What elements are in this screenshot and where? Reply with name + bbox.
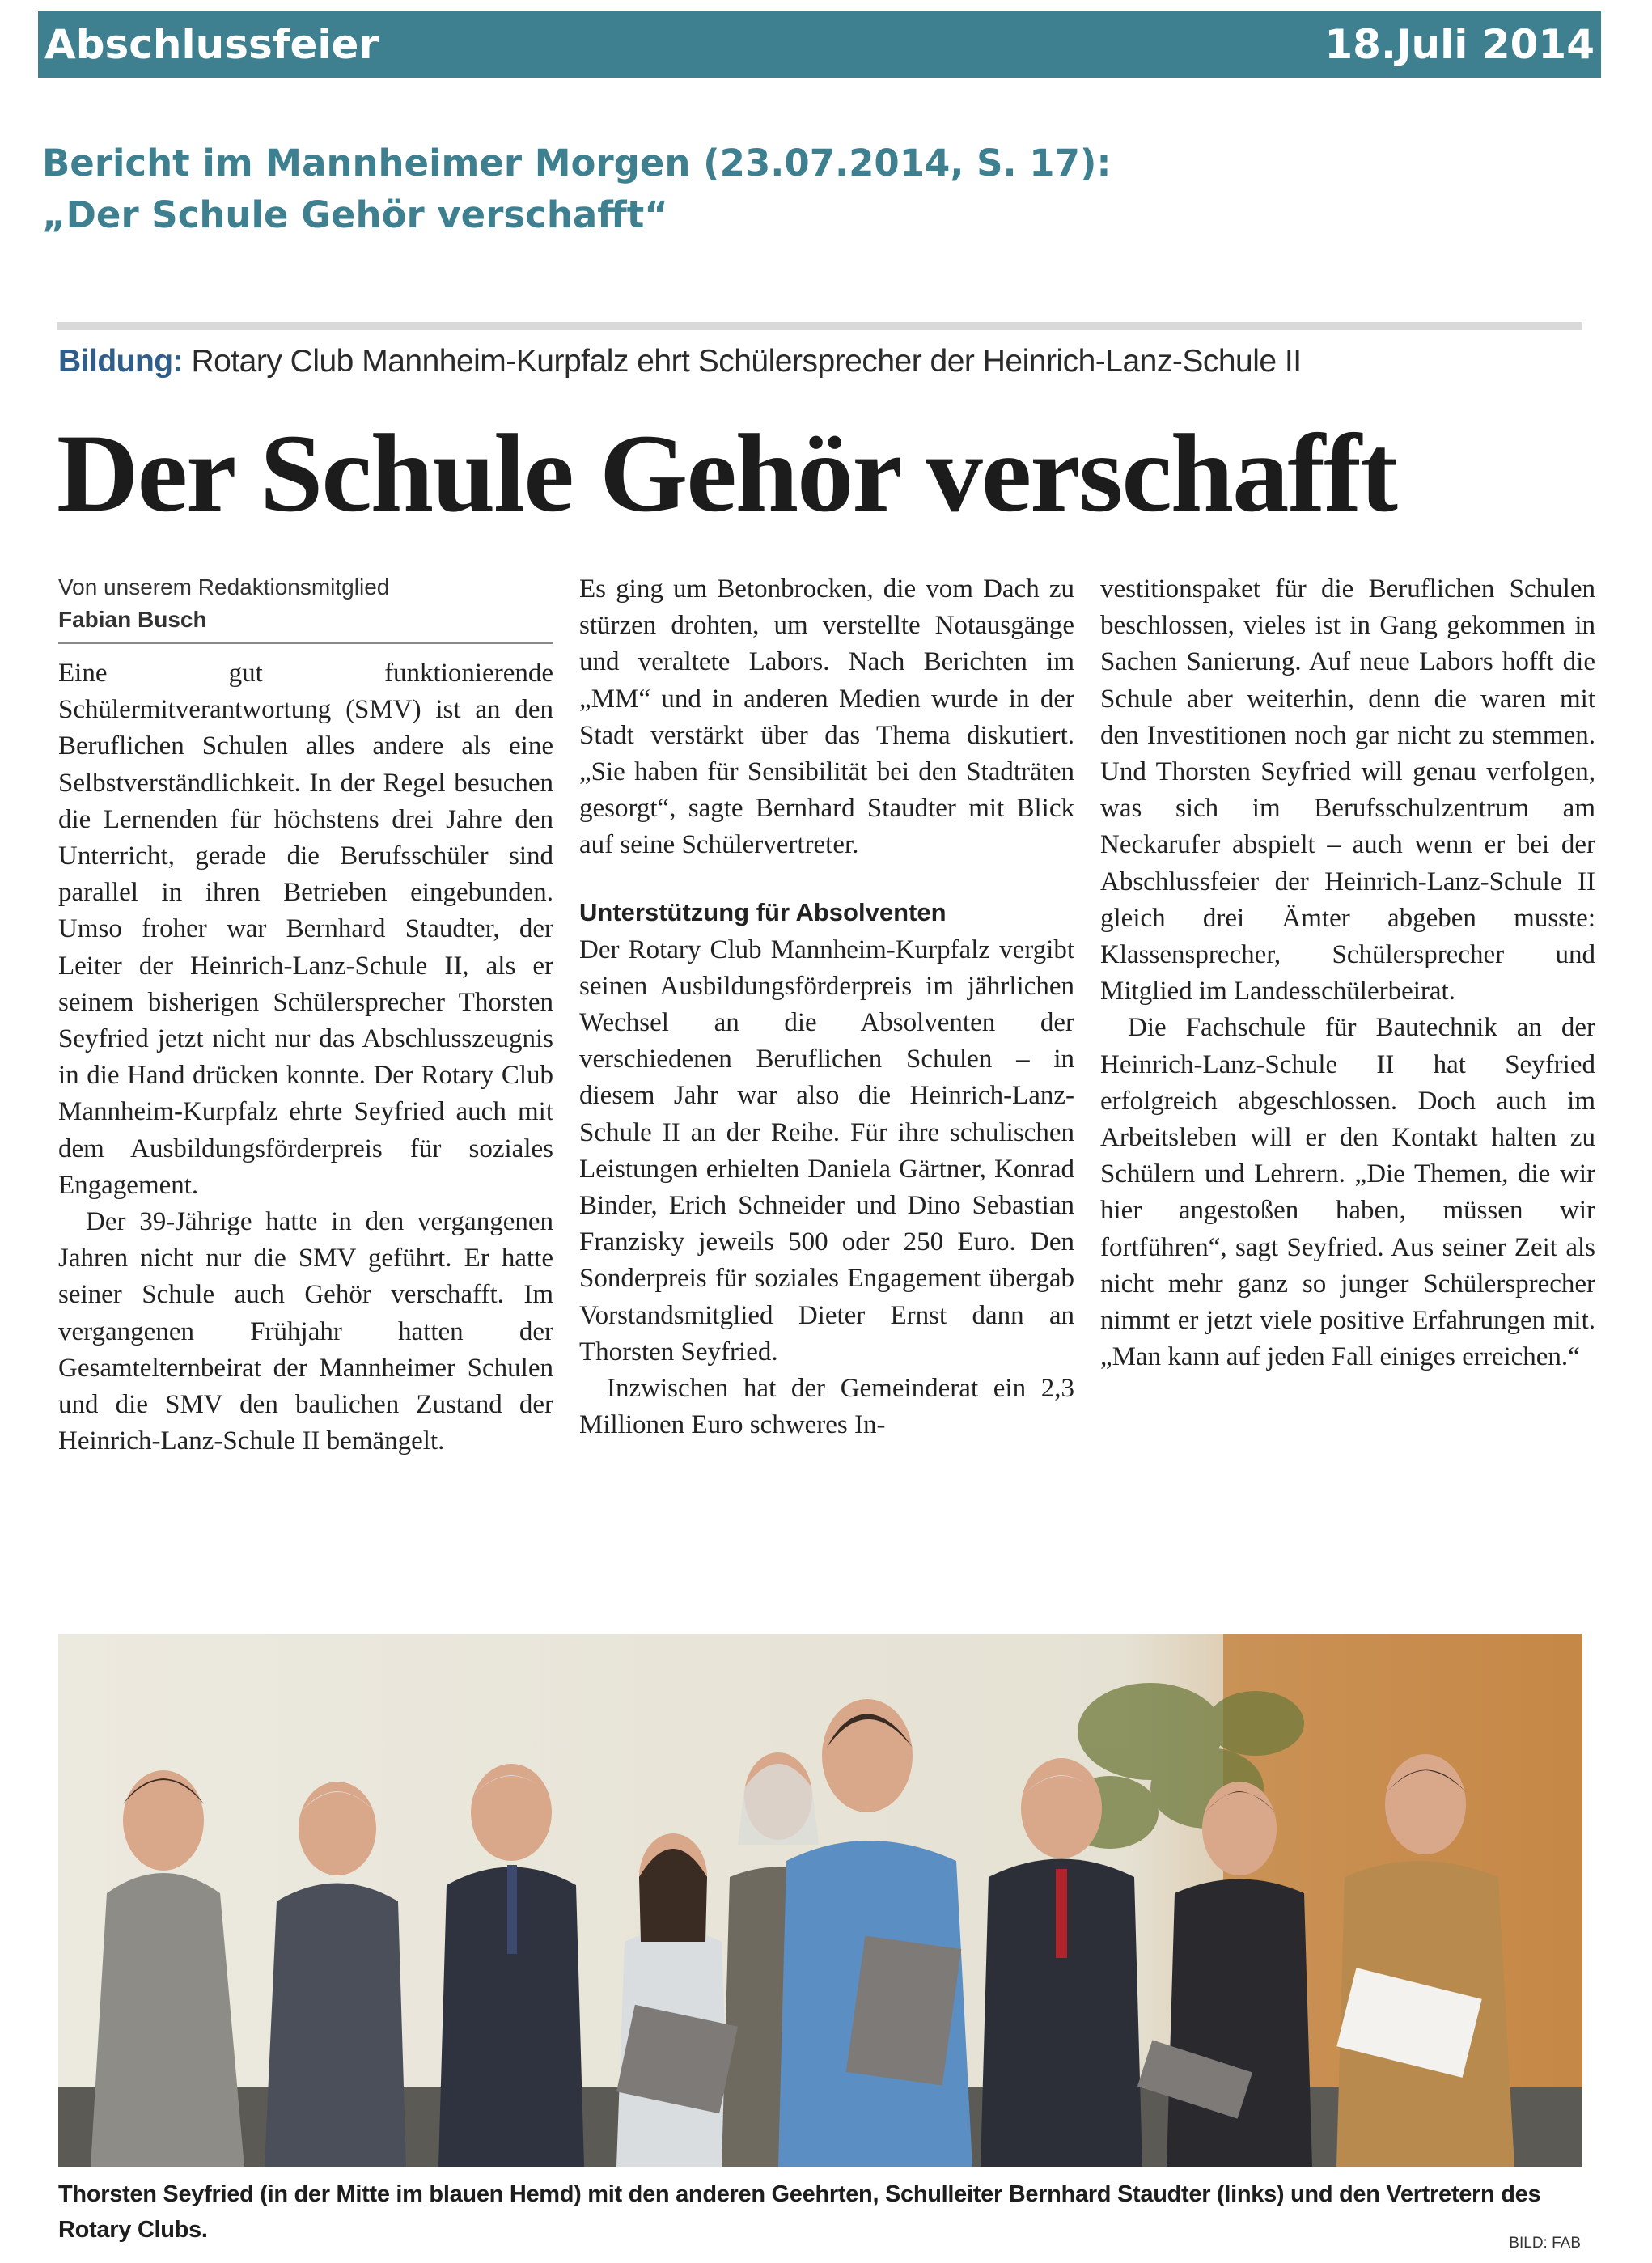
byline-intro: Von unserem Redaktionsmitglied: [58, 574, 390, 600]
kicker-text: Rotary Club Mannheim-Kurpfalz ehrt Schülersprecher der Heinrich-Lanz-Schule II: [183, 344, 1302, 379]
paragraph: vestitionspaket für die Beruflichen Schulen beschlossen, vieles ist in Gang gekommen in Sachen Sanierung. Auf neue Labors hofft die Schule aber weiterhin, denn die waren mit den Investitionen noch gar nicht zu stemmen. Und Thorsten Seyfried will genau verfolgen, was sich im Berufsschulzentrum am Neckarufer abspielt – auch wenn er bei der Abschlussfeier der Heinrich-Lanz-Schule II gleich drei Ämter abgeben musste: Klassensprecher, Schülersprecher und Mitglied im Landesschülerbeirat.: [1100, 574, 1595, 1006]
article-headline: Der Schule Gehör verschafft: [57, 411, 1396, 535]
group-photo-illustration: [58, 1634, 1582, 2167]
report-title-line: „Der Schule Gehör verschafft“: [42, 193, 668, 236]
article-kicker: [58, 344, 1579, 379]
report-source-line: Bericht im Mannheimer Morgen (23.07.2014, S. 17):: [42, 142, 1112, 184]
article-column-1: [58, 571, 553, 1460]
byline-author: Fabian Busch: [58, 607, 207, 632]
paragraph: Der Rotary Club Mannheim-Kurpfalz vergibt seinen Ausbildungsförderpreis im jährlichen Wechsel an die Absolventen der verschiedenen Beruflichen Schulen – in diesem Jahr war also die Heinrich-Lanz-Schule II an der Reihe. Für ihre schulischen Leistungen erhielten Daniela Gärtner, Konrad Binder, Erich Schneider und Dino Sebastian Franzisky jeweils 500 oder 250 Euro. Den Sonderpreis für soziales Engagement übergab Vorstandsmitglied Dieter Ernst dann an Thorsten Seyfried.: [579, 934, 1074, 1367]
group-photo: [58, 1634, 1582, 2167]
photo-caption: Thorsten Seyfried (in der Mitte im blauen Hemd) mit den anderen Geehrten, Schulleiter Bernhard Staudter (links) und den Vertretern des Rotary Clubs.: [58, 2181, 1541, 2243]
paragraph: Die Fachschule für Bautechnik an der Heinrich-Lanz-Schule II hat Seyfried erfolgreich abgeschlossen. Doch auch im Arbeitsleben will er den Kontakt halten zu Schülern und Lehrern. „Die Themen, die wir hier angestoßen haben, müssen wir fortführen“, sagt Seyfried. Aus seiner Zeit als nicht mehr ganz so junger Schülersprecher nimmt er jetzt viele positive Erfahrungen mit. „Man kann auf jeden Fall einiges erreichen.“: [1100, 1013, 1595, 1372]
paragraph: Eine gut funktionierende Schülermitverantwortung (SMV) ist an den Beruflichen Schulen alles andere als eine Selbstverständlichkeit. In der Regel besuchen die Lernenden für höchstens drei Jahre den Unterricht, gerade die Berufsschüler sind parallel in ihren Betrieben eingebunden. Umso froher war Bernhard Staudter, der Leiter der Heinrich-Lanz-Schule II, als er seinem bisherigen Schülersprecher Thorsten Seyfried jetzt nicht nur das Abschlusszeugnis in die Hand drücken konnte. Der Rotary Club Mannheim-Kurpfalz ehrte Seyfried auch mit dem Ausbildungsförderpreis für soziales Engagement.: [58, 659, 553, 1200]
photo-credit: BILD: FAB: [1509, 2235, 1581, 2252]
article-column-3: [1100, 571, 1595, 1375]
byline: [58, 571, 553, 644]
paragraph: Inzwischen hat der Gemeinderat ein 2,3 Millionen Euro schweres In-: [579, 1374, 1074, 1440]
article-subhead: Unterstützung für Absolventen: [579, 897, 947, 926]
clipping-top-rule: [57, 322, 1582, 330]
header-bar: [38, 11, 1601, 78]
paragraph: Es ging um Betonbrocken, die vom Dach zu stürzen drohten, um verstellte Notausgänge und veraltete Labors. Nach Berichten im „MM“ und in anderen Medien wurde in der Stadt verstärkt über das Thema diskutiert. „Sie haben für Sensibilität bei den Stadträten gesorgt“, sagte Bernhard Staudter mit Blick auf seine Schülervertreter.: [579, 574, 1074, 860]
article-column-2: [579, 571, 1074, 1443]
report-heading: [42, 138, 1256, 241]
header-title: Abschlussfeier: [44, 21, 379, 68]
kicker-lead: Bildung:: [58, 344, 184, 379]
paragraph: Der 39-Jährige hatte in den vergangenen Jahren nicht nur die SMV geführt. Er hatte seiner Schule auch Gehör verschafft. Im vergangenen Frühjahr hatten der Gesamtelternbeirat der Mannheimer Schulen und die SMV den baulichen Zustand der Heinrich-Lanz-Schule II bemängelt.: [58, 1207, 553, 1456]
header-date: 18.Juli 2014: [1324, 21, 1595, 68]
